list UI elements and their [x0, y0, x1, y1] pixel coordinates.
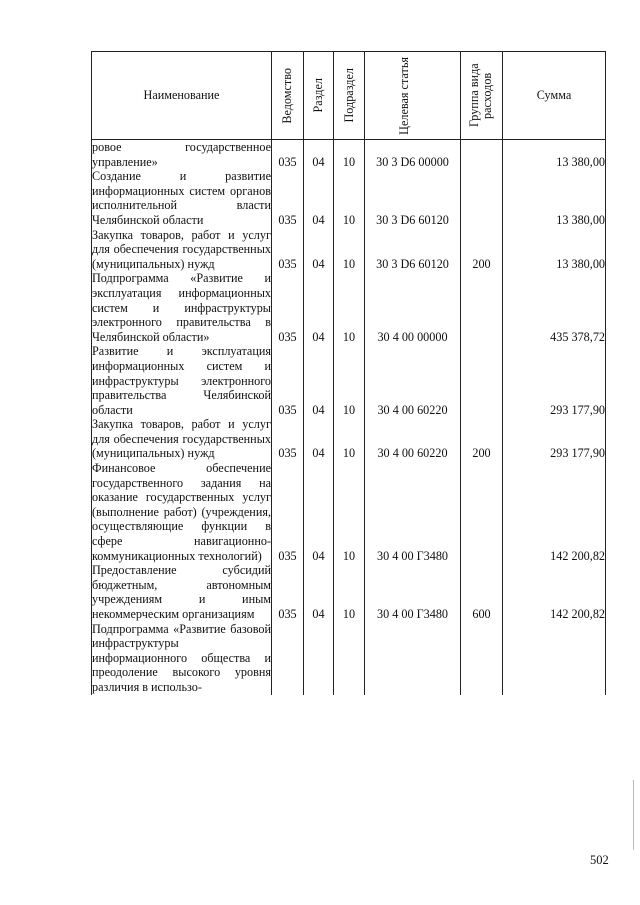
cell-sum: [503, 622, 606, 695]
cell-subsection: 10: [334, 344, 365, 417]
cell-group: [461, 140, 503, 170]
cell-sum: 293 177,90: [503, 417, 606, 461]
cell-department: 035: [272, 344, 304, 417]
cell-subsection: 10: [334, 140, 365, 170]
cell-section: 04: [304, 563, 334, 621]
cell-group: 200: [461, 417, 503, 461]
cell-department: 035: [272, 461, 304, 563]
cell-department: 035: [272, 169, 304, 227]
cell-subsection: [334, 622, 365, 695]
cell-sum: 142 200,82: [503, 461, 606, 563]
cell-subsection: 10: [334, 169, 365, 227]
cell-section: 04: [304, 140, 334, 170]
table-row: [92, 228, 606, 272]
cell-target: 30 4 00 60220: [365, 344, 461, 417]
cell-subsection: 10: [334, 228, 365, 272]
cell-subsection: 10: [334, 417, 365, 461]
header-department: Ведомство: [272, 52, 304, 140]
cell-subsection: 10: [334, 271, 365, 344]
cell-group: 600: [461, 563, 503, 621]
cell-section: 04: [304, 271, 334, 344]
cell-target: 30 3 D6 00000: [365, 140, 461, 170]
cell-target: 30 3 D6 60120: [365, 169, 461, 227]
cell-group: [461, 461, 503, 563]
budget-table: [91, 51, 606, 695]
cell-name: ровое государственное управление»: [92, 140, 271, 169]
table-row: [92, 563, 606, 621]
cell-sum: 13 380,00: [503, 169, 606, 227]
table-row: [92, 622, 606, 695]
cell-name: Развитие и эксплуатация информационных систем и инфраструктуры электронного правительства Челябинской области: [92, 344, 271, 417]
cell-sum: 293 177,90: [503, 344, 606, 417]
table-header-row: [92, 52, 606, 140]
header-section: Раздел: [304, 52, 334, 140]
cell-sum: 13 380,00: [503, 228, 606, 272]
cell-target: 30 4 00 Г3480: [365, 563, 461, 621]
cell-section: 04: [304, 228, 334, 272]
table-row: [92, 417, 606, 461]
table-row: [92, 271, 606, 344]
cell-group: 200: [461, 228, 503, 272]
cell-section: 04: [304, 344, 334, 417]
cell-target: [365, 622, 461, 695]
cell-name: Закупка товаров, работ и услуг для обеспечения государственных (муниципальных) нужд: [92, 227, 271, 271]
cell-sum: 142 200,82: [503, 563, 606, 621]
cell-name: Закупка товаров, работ и услуг для обеспечения государственных (муниципальных) нужд: [92, 417, 271, 461]
cell-group: [461, 271, 503, 344]
scan-mark: [633, 780, 634, 850]
cell-section: [304, 622, 334, 695]
cell-department: 035: [272, 563, 304, 621]
cell-group: [461, 169, 503, 227]
cell-name: Финансовое обеспечение государственного задания на оказание государственных услуг (выполнение работ) (учреждения, осуществляющие функции в сфере навигационно-коммуникационных технологий): [92, 461, 271, 563]
cell-sum: 435 378,72: [503, 271, 606, 344]
cell-subsection: 10: [334, 563, 365, 621]
cell-target: 30 3 D6 60120: [365, 228, 461, 272]
cell-department: 035: [272, 417, 304, 461]
header-sum: Сумма: [503, 52, 606, 140]
cell-department: 035: [272, 140, 304, 170]
cell-name: Подпрограмма «Развитие базовой инфраструктуры информационного общества и преодоление высокого уровня различия в использо-: [92, 621, 271, 694]
cell-target: 30 4 00 Г3480: [365, 461, 461, 563]
cell-target: 30 4 00 60220: [365, 417, 461, 461]
header-name: Наименование: [92, 52, 272, 140]
header-target: Целевая статья: [365, 52, 461, 140]
cell-group: [461, 622, 503, 695]
header-subsection: Подраздел: [334, 52, 365, 140]
cell-name: Подпрограмма «Развитие и эксплуатация информационных систем и инфраструктуры электронного правительства в Челябинской области»: [92, 271, 271, 344]
cell-group: [461, 344, 503, 417]
table-row: [92, 169, 606, 227]
cell-sum: 13 380,00: [503, 140, 606, 170]
cell-section: 04: [304, 461, 334, 563]
cell-target: 30 4 00 00000: [365, 271, 461, 344]
cell-department: 035: [272, 271, 304, 344]
cell-department: [272, 622, 304, 695]
table-row: [92, 344, 606, 417]
table-row: [92, 140, 606, 170]
header-group: Группа вида расходов: [461, 52, 503, 140]
cell-department: 035: [272, 228, 304, 272]
cell-name: Создание и развитие информационных систем органов исполнительной власти Челябинской области: [92, 169, 271, 227]
cell-section: 04: [304, 169, 334, 227]
table-row: [92, 461, 606, 563]
cell-name: Предоставление субсидий бюджетным, автономным учреждениям и иным некоммерческим организациям: [92, 563, 271, 621]
page-number: 502: [590, 853, 609, 867]
cell-section: 04: [304, 417, 334, 461]
cell-subsection: 10: [334, 461, 365, 563]
